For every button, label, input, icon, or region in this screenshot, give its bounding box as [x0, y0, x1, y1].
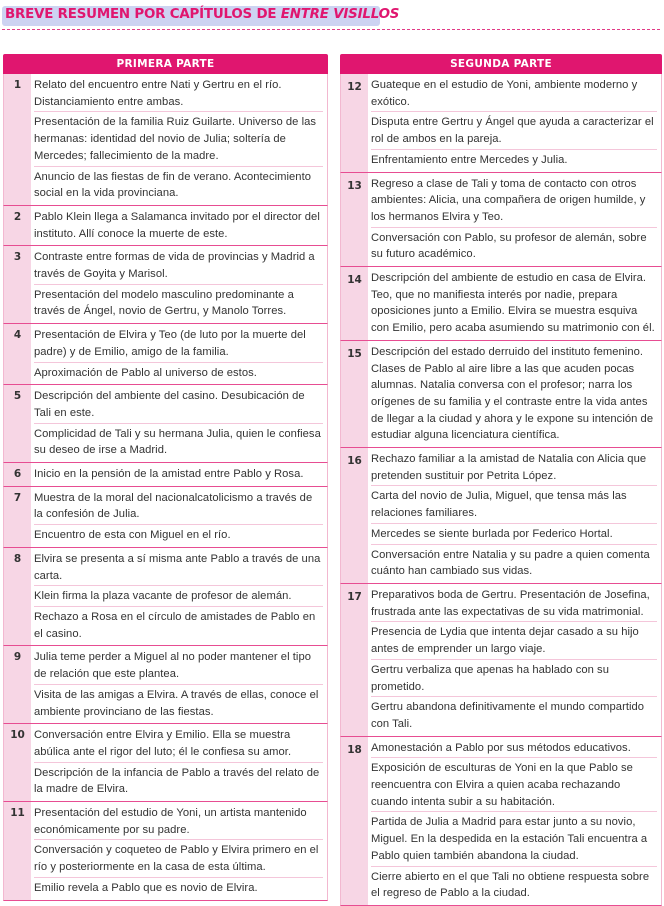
- chapter-entry: Muestra de la moral del nacionalcatolicismo a través de la confesión de Julia.: [34, 488, 323, 525]
- chapter-entry: Conversación entre Elvira y Emilio. Ella se muestra abúlica ante el rigor del luto; él le confiesa su amor.: [34, 725, 323, 762]
- chapter-entry: Gertru verbaliza que apenas ha hablado con su prometido.: [371, 660, 657, 697]
- chapter-entry: Visita de las amigas a Elvira. A través de ellas, conoce el ambiente provinciano de las fiestas.: [34, 688, 319, 718]
- part-two-chapters: [340, 74, 662, 906]
- chapter-row: [3, 802, 328, 901]
- chapter-entries: [368, 267, 661, 340]
- chapter-number: 10: [4, 724, 31, 801]
- chapter-number: 4: [4, 324, 31, 384]
- chapter-row: [340, 267, 662, 341]
- chapter-number: 13: [341, 173, 368, 267]
- chapter-entry: Complicidad de Tali y su hermana Julia, quien le confiesa su deseo de irse a Madrid.: [34, 427, 321, 457]
- chapter-entry: Descripción de la infancia de Pablo a través del relato de la madre de Elvira.: [34, 766, 320, 796]
- chapter-number: 5: [4, 385, 31, 462]
- chapter-number: 7: [4, 487, 31, 547]
- chapter-entries: [31, 463, 327, 486]
- chapter-row: [3, 548, 328, 647]
- chapter-row: [3, 463, 328, 487]
- chapter-number: 1: [4, 74, 31, 205]
- chapter-entries: [31, 548, 327, 646]
- page-title: [5, 7, 399, 22]
- chapter-entry: Contraste entre formas de vida de provincias y Madrid a través de Goyita y Marisol.: [34, 247, 323, 284]
- chapter-row: [340, 584, 662, 737]
- chapter-number: 6: [4, 463, 31, 486]
- chapter-entries: [368, 737, 661, 905]
- title-dotted-rule: [2, 29, 662, 30]
- chapter-number: 2: [4, 206, 31, 245]
- chapter-entry: Descripción del ambiente del casino. Desubicación de Tali en este.: [34, 386, 323, 423]
- chapter-entry: Conversación entre Natalia y su padre a quien comenta cuánto han cambiado sus vidas.: [371, 548, 650, 578]
- chapter-number: 17: [341, 584, 368, 736]
- chapter-entry: Pablo Klein llega a Salamanca invitado por el director del instituto. Allí conoce la muerte de este.: [34, 210, 320, 240]
- chapter-entry: Julia teme perder a Miguel al no poder mantener el tipo de relación que este plantea.: [34, 647, 323, 684]
- chapter-entry: Emilio revela a Pablo que es novio de Elvira.: [34, 881, 258, 894]
- chapter-entry: Rechazo a Rosa en el círculo de amistades de Pablo en el casino.: [34, 610, 316, 640]
- chapter-entries: [368, 584, 661, 736]
- chapter-row: [3, 324, 328, 385]
- chapter-entries: [31, 385, 327, 462]
- chapter-entries: [31, 74, 327, 205]
- chapter-number: 14: [341, 267, 368, 340]
- chapter-entry: Presencia de Lydia que intenta dejar casado a su hijo antes de emprender un largo viaje.: [371, 622, 657, 659]
- part-two-table: [340, 54, 662, 900]
- chapter-row: [340, 74, 662, 173]
- chapter-entry: Regreso a clase de Tali y toma de contacto con otros ambientes: Alicia, una compañera de origen humilde, y los hermanos Elvira y Teo.: [371, 174, 657, 228]
- chapter-row: [3, 206, 328, 246]
- part-one-header: PRIMERA PARTE: [3, 54, 328, 74]
- chapter-entries: [368, 74, 661, 172]
- chapter-entry: Partida de Julia a Madrid para estar junto a su novio, Miguel. En la despedida en la estación Tali encuentra a Pablo quien también abandona la ciudad.: [371, 812, 657, 866]
- chapter-number: 8: [4, 548, 31, 646]
- chapter-row: [3, 487, 328, 548]
- chapter-row: [340, 173, 662, 268]
- chapter-entry: Disputa entre Gertru y Ángel que ayuda a caracterizar el rol de ambos en la pareja.: [371, 112, 657, 149]
- chapter-row: [3, 246, 328, 324]
- chapter-entry: Presentación del estudio de Yoni, un artista mantenido económicamente por su padre.: [34, 803, 323, 840]
- chapter-entry: Descripción del ambiente de estudio en casa de Elvira. Teo, que no manifiesta interés por nadie, prepara oposiciones junto a Emilio. Elvira se muestra esquiva con Emilio, pero acaba asumiendo su matrimonio con él.: [371, 272, 655, 335]
- chapter-row: [3, 646, 328, 724]
- title-book: ENTRE VISILLOS: [280, 7, 400, 22]
- chapter-entry: Inicio en la pensión de la amistad entre Pablo y Rosa.: [34, 468, 304, 481]
- part-two-header: SEGUNDA PARTE: [340, 54, 662, 74]
- chapter-row: [340, 448, 662, 584]
- chapter-entry: Presentación de la familia Ruiz Guilarte. Universo de las hermanas: identidad del novio de Julia; soltería de Mercedes; fallecimiento de la madre.: [34, 112, 323, 166]
- chapter-entry: Guateque en el estudio de Yoni, ambiente moderno y exótico.: [371, 75, 657, 112]
- chapter-entry: Aproximación de Pablo al universo de estos.: [34, 366, 257, 379]
- chapter-number: 12: [341, 74, 368, 172]
- title-prefix: BREVE RESUMEN POR CAPÍTULOS DE: [5, 7, 281, 22]
- chapter-entries: [31, 487, 327, 547]
- chapter-entry: Presentación del modelo masculino predominante a través de Ángel, novio de Gertru, y Manolo Torres.: [34, 288, 294, 318]
- chapter-number: 15: [341, 341, 368, 447]
- part-one-table: [3, 54, 328, 894]
- chapter-entry: Encuentro de esta con Miguel en el río.: [34, 529, 231, 542]
- chapter-entry: Amonestación a Pablo por sus métodos educativos.: [371, 738, 657, 759]
- chapter-row: [340, 737, 662, 906]
- chapter-entries: [368, 448, 661, 583]
- chapter-entry: Gertru abandona definitivamente el mundo compartido con Tali.: [371, 701, 645, 730]
- chapter-entries: [31, 324, 327, 384]
- chapter-entry: Enfrentamiento entre Mercedes y Julia.: [371, 153, 568, 166]
- chapter-entry: Conversación con Pablo, su profesor de alemán, sobre su futuro académico.: [371, 231, 647, 261]
- chapter-entry: Carta del novio de Julia, Miguel, que tensa más las relaciones familiares.: [371, 486, 657, 523]
- chapter-number: 11: [4, 802, 31, 900]
- chapter-entry: Exposición de esculturas de Yoni en la que Pablo se reencuentra con Elvira a quien acaba rechazando cuando intenta subir a su habitación.: [371, 758, 657, 812]
- chapter-row: [3, 724, 328, 802]
- chapter-entries: [31, 802, 327, 900]
- chapter-entry: Elvira se presenta a sí misma ante Pablo a través de una carta.: [34, 549, 323, 586]
- chapter-entry: Anuncio de las fiestas de fin de verano. Acontecimiento social en la vida provinciana.: [34, 170, 312, 200]
- chapter-row: [3, 74, 328, 206]
- chapter-entry: Conversación y coqueteo de Pablo y Elvira primero en el río y posteriormente en la casa de esta última.: [34, 840, 323, 877]
- chapter-row: [340, 341, 662, 448]
- chapter-number: 9: [4, 646, 31, 723]
- chapter-entries: [31, 206, 327, 245]
- chapter-entries: [31, 724, 327, 801]
- chapter-entries: [368, 341, 661, 447]
- chapter-number: 16: [341, 448, 368, 583]
- chapter-entry: Mercedes se siente burlada por Federico Hortal.: [371, 524, 657, 545]
- chapter-entries: [368, 173, 661, 267]
- chapter-entry: Klein firma la plaza vacante de profesor de alemán.: [34, 586, 323, 607]
- chapter-entries: [31, 246, 327, 323]
- chapter-entry: Relato del encuentro entre Nati y Gertru en el río. Distanciamiento entre ambas.: [34, 75, 323, 112]
- chapter-entry: Descripción del estado derruido del instituto femenino. Clases de Pablo al aire libre a las que acuden pocas alumnas. Natalia conversa con el profesor; narra los orígenes de su familia y el contraste entre la vida antes de llegar a la ciudad y ahora y le expone su intención de estudiar alguna licenciatura científica.: [371, 345, 654, 442]
- chapter-entries: [31, 646, 327, 723]
- part-one-chapters: [3, 74, 328, 901]
- chapter-number: 18: [341, 737, 368, 905]
- chapter-entry: Rechazo familiar a la amistad de Natalia con Alicia que pretenden sustituir por Petrita López.: [371, 449, 657, 486]
- chapter-entry: Cierre abierto en el que Tali no obtiene respuesta sobre el regreso de Pablo a la ciudad.: [371, 870, 650, 900]
- chapter-row: [3, 385, 328, 463]
- chapter-entry: Presentación de Elvira y Teo (de luto por la muerte del padre) y de Emilio, amigo de la familia.: [34, 325, 323, 362]
- chapter-entry: Preparativos boda de Gertru. Presentación de Josefina, frustrada ante las expectativas de su vida matrimonial.: [371, 585, 657, 622]
- chapter-number: 3: [4, 246, 31, 323]
